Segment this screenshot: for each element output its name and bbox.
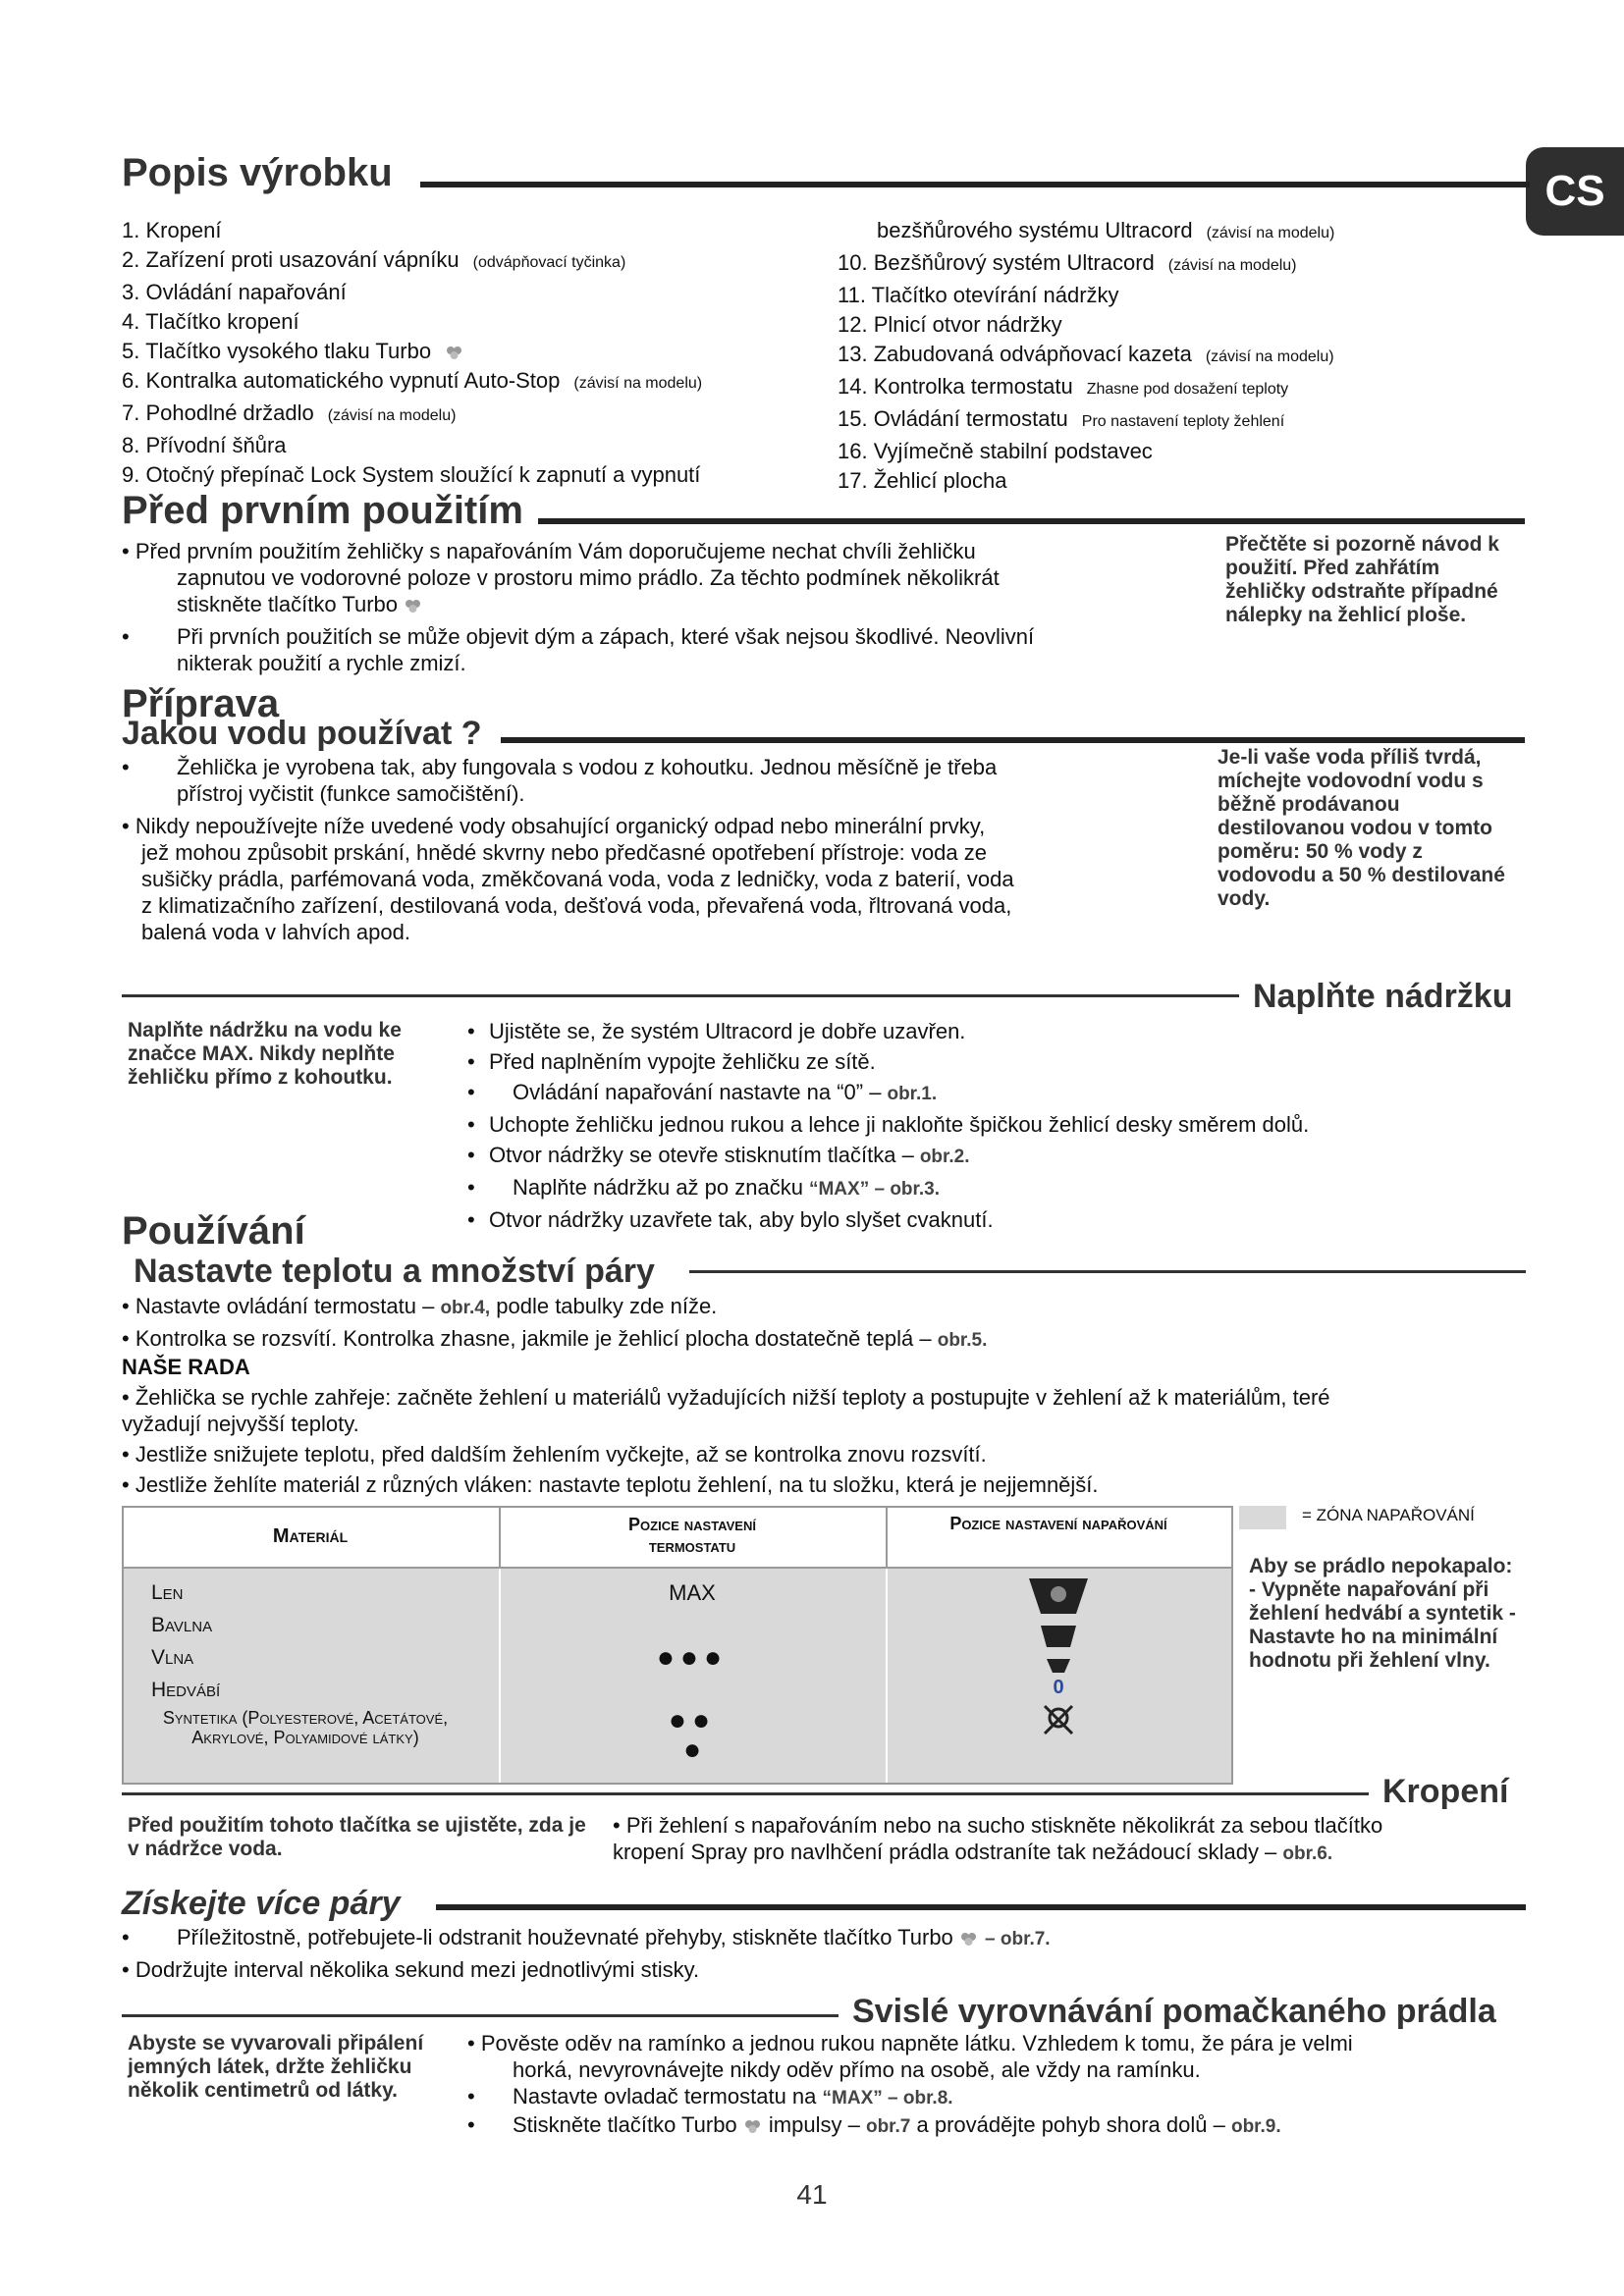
divider [122, 1792, 1369, 1795]
material-row: Vlna [151, 1646, 194, 1669]
parts-list-item [122, 337, 839, 366]
kropeni-text [613, 1812, 1536, 1867]
thermostat-dots-1: ● [682, 1734, 702, 1766]
subsection-title-voda: Jakou vodu používat ? [122, 715, 482, 752]
table-side-note: Aby se prádlo nepokapalo: - Vypněte napařování při žehlení hedvábí a syntetik - Nastavte ho na minimální hodnotu při žehlení vlny. [1249, 1555, 1516, 1672]
parts-list-item-text: 5. Tlačítko vysokého tlaku Turbo [122, 339, 432, 363]
divider [122, 994, 1239, 997]
figure-ref: obr.1. [887, 1084, 938, 1104]
paragraph: • Žehlička se rychle zahřeje: začněte žehlení u materiálů vyžadujících nižší teploty a postupujte v žehlení až k materiálům, teré [122, 1385, 1330, 1410]
table-header-cell: Materiál [272, 1525, 349, 1547]
list-item-text: Otvor nádržky se otevře stisknutím tlačítka – [489, 1143, 914, 1167]
figure-ref: obr.5. [937, 1330, 988, 1351]
section-title-pouzivani: Používání [122, 1209, 305, 1253]
paragraph: z klimatizačního zařízení, destilovaná voda, dešťová voda, převařená voda, řltrovaná voda, [141, 893, 1012, 918]
parts-list-item-text: 11. Tlačítko otevírání nádržky [838, 283, 1119, 307]
materials-col [151, 1576, 220, 1706]
section-title-priprava: Příprava [122, 682, 280, 725]
divider [538, 518, 1525, 524]
section-title-svisle: Svislé vyrovnávání pomačkaného prádla [852, 1993, 1496, 2030]
list-item-text: Naplňte nádržku až po značku [513, 1175, 803, 1200]
parts-list-item [838, 372, 1544, 404]
parts-list-item-text: 10. Bezšňůrový systém Ultracord [838, 250, 1155, 275]
naplnte-side-note: Naplňte nádržku na vodu ke značce MAX. Nikdy neplňte žehličku přímo z kohoutku. [128, 1019, 402, 1089]
paragraph-text: Nastavte ovladač termostatu na [513, 2084, 817, 2109]
list-item [467, 1077, 1547, 1109]
parts-list-item [122, 307, 839, 337]
parts-list-item-text: 2. Zařízení proti usazování vápníku [122, 247, 460, 272]
language-tab-label: CS [1544, 167, 1605, 215]
parts-list-item-note: Pro nastavení teploty žehlení [1081, 413, 1285, 430]
table-divider [886, 1569, 888, 1783]
figure-ref: obr.7 [865, 2116, 911, 2137]
tip-heading: NAŠE RADA [122, 1355, 250, 1379]
list-item-text: Ovládání napařování nastavte na “0” – [513, 1080, 882, 1104]
list-item [467, 1172, 1547, 1204]
paragraph-text: podle tabulky zde níže. [496, 1294, 718, 1318]
list-item-text: Uchopte žehličku jednou rukou a lehce ji nakloňte špičkou žehlicí desky směrem dolů. [489, 1112, 1310, 1137]
material-row: Bavlna [151, 1614, 213, 1636]
parts-list-item-text: 6. Kontralka automatického vypnutí Auto-Stop [122, 368, 561, 393]
list-bullet: • [467, 1080, 475, 1104]
steam-zone-swatch [1239, 1506, 1286, 1529]
paragraph: • Před prvním použitím žehličky s napařováním Vám doporučujeme nechat chvíli žehličku [122, 539, 976, 563]
list-bullet: • [467, 1207, 475, 1232]
paragraph: přístroj vyčistit (funkce samočištění). [177, 781, 525, 806]
parts-list-item-text: 8. Přívodní šňůra [122, 433, 287, 457]
paragraph: nikterak použití a rychle zmizí. [177, 651, 466, 675]
list-item [467, 1109, 1547, 1140]
parts-list-item [838, 310, 1544, 340]
pouzivani-text [122, 1293, 1526, 1498]
list-item-text: Otvor nádržky uzavřete tak, aby bylo slyšet cvaknutí. [489, 1207, 994, 1232]
divider [122, 2014, 839, 2017]
steam-zone-legend: = ZÓNA NAPAŘOVÁNÍ [1302, 1506, 1475, 1524]
figure-ref: obr.2. [919, 1147, 970, 1167]
parts-list-item-note: (odvápňovací tyčinka) [472, 254, 626, 271]
paragraph: jež mohou způsobit prskání, hnědé skvrny nebo předčasné opotřebení přístroje: voda ze [141, 840, 987, 865]
paragraph: • Nikdy nepoužívejte níže uvedené vody obsahující organický odpad nebo minerální prvky, [122, 814, 986, 838]
paragraph: • Stiskněte tlačítko Turbo impulsy – obr.7 a provádějte pohyb shora dolů – obr.9. [467, 2112, 1281, 2137]
parts-list-item [838, 216, 1544, 248]
table-header-cell: Pozice nastavení termostatu [628, 1515, 756, 1556]
svisle-text [467, 2030, 1538, 2140]
no-steam-icon [1041, 1702, 1076, 1737]
parts-list-item [122, 431, 839, 460]
parts-list-item [838, 340, 1544, 372]
paragraph-text: a provádějte pohyb shora dolů – [916, 2112, 1225, 2137]
turbo-icon [445, 345, 464, 360]
figure-ref: obr.4, [440, 1298, 491, 1318]
paragraph [122, 591, 1202, 617]
paragraph: zapnutou ve vodorovné poloze v prostoru mimo prádlo. Za těchto podmínek několikrát [177, 565, 1000, 590]
kropeni-side-note: Před použitím tohoto tlačítka se ujistěte, zda je v nádržce voda. [128, 1814, 586, 1860]
list-bullet: • [467, 1112, 475, 1137]
list-item [467, 1204, 1547, 1235]
paragraph: • Při prvních použitích se může objevit dým a zápach, které však nejsou škodlivé. Neovlivní [122, 624, 1035, 649]
parts-list-item [122, 278, 839, 307]
paragraph: • Jestliže žehlíte materiál z různých vláken: nastavte teplotu žehlení, na tu složku, která je nejjemnější. [122, 1472, 1099, 1497]
turbo-icon [743, 2118, 763, 2134]
paragraph-text: stiskněte tlačítko Turbo [177, 592, 398, 616]
table-header-cell: Pozice nastavení napařování [949, 1514, 1167, 1533]
divider [436, 1904, 1526, 1910]
pred-text [122, 538, 1202, 676]
parts-list-item [122, 245, 839, 278]
figure-ref: – obr.7. [985, 1929, 1051, 1949]
divider [420, 182, 1530, 187]
paragraph: balená voda v lahvích apod. [141, 920, 410, 944]
parts-list-item-text: 13. Zabudovaná odvápňovací kazeta [838, 342, 1192, 366]
list-bullet: • [467, 1175, 475, 1200]
list-item [467, 1140, 1547, 1172]
parts-list-item-text: 3. Ovládání napařování [122, 280, 347, 304]
material-row: Len [151, 1581, 184, 1604]
parts-list-item-note: (závisí na modelu) [1205, 348, 1334, 365]
paragraph: • Pověste oděv na ramínko a jednou rukou napněte látku. Vzhledem k tomu, že pára je velmi [467, 2031, 1353, 2056]
section-title-pred: Před prvním použitím [122, 489, 523, 532]
section-title-ziskejte: Získejte více páry [122, 1885, 401, 1922]
divider [689, 1270, 1526, 1273]
subsection-title-teplota: Nastavte teplotu a množství páry [134, 1253, 655, 1290]
paragraph [122, 1293, 1526, 1321]
parts-list-item [122, 399, 839, 431]
parts-list-item [838, 466, 1544, 496]
parts-list-item-text: 16. Vyjímečně stabilní podstavec [838, 439, 1153, 463]
paragraph [122, 1325, 1526, 1354]
section-title-popis: Popis výrobku [122, 151, 393, 194]
figure-ref: “MAX” – obr.3. [808, 1179, 940, 1200]
paragraph-text: kropení Spray pro navlhčení prádla odstraníte tak nežádoucí sklady – [613, 1840, 1277, 1864]
list-item [467, 1046, 1547, 1077]
settings-table [122, 1506, 1233, 1785]
priprava-side-note: Je-li vaše voda příliš tvrdá, míchejte vodovodní vodu s běžně prodávanou destilovanou vodou v tomto poměru: 50 % vody z vodovodu a 50 % destilované vody. [1218, 746, 1505, 910]
paragraph: • Nastavte ovladač termostatu na “MAX” – obr.8. [467, 2084, 953, 2109]
parts-list-item [122, 366, 839, 399]
parts-list-item-note: (závisí na modelu) [1167, 257, 1297, 274]
naplnte-list [467, 1016, 1547, 1235]
figure-ref: obr.9. [1230, 2116, 1281, 2137]
parts-list-item-text: 7. Pohodlné držadlo [122, 400, 314, 425]
figure-ref: obr.6. [1282, 1843, 1333, 1864]
paragraph-text: Příležitostně, potřebujete-li odstranit houževnaté přehyby, stiskněte tlačítko Turbo [177, 1925, 953, 1949]
parts-list-item-note: Zhasne pod dosažení teploty [1086, 381, 1289, 398]
parts-list-item-text: 15. Ovládání termostatu [838, 406, 1068, 431]
parts-list-item-text: bezšňůrového systému Ultracord [877, 218, 1193, 242]
thermostat-max: MAX [669, 1580, 716, 1605]
table-header [124, 1508, 1231, 1569]
list-bullet: • [467, 1143, 475, 1167]
section-title-kropeni: Kropení [1382, 1773, 1509, 1810]
paragraph: horká, nevyrovnávejte nikdy oděv přímo na osobě, ale vždy na ramínku. [513, 2057, 1201, 2082]
list-bullet: • [467, 1049, 475, 1074]
svisle-side-note: Abyste se vyvarovali připálení jemných látek, držte žehličku několik centimetrů od látky. [128, 2032, 424, 2102]
list-item [467, 1016, 1547, 1046]
table-body [124, 1569, 1231, 1783]
paragraph-text: • Nastavte ovládání termostatu – [122, 1294, 435, 1318]
divider [501, 737, 1525, 743]
parts-list-item-text: 17. Žehlicí plocha [838, 468, 1007, 493]
paragraph-text: Při prvních použitích se může objevit dým a zápach, které však nejsou škodlivé. Neovlivní [177, 624, 1035, 649]
paragraph-text: Stiskněte tlačítko Turbo [513, 2112, 737, 2137]
thermostat-dots-2: ●● [668, 1704, 717, 1736]
parts-list-item [838, 437, 1544, 466]
paragraph: • Jestliže snižujete teplotu, před daldším žehlením vyčkejte, až se kontrolka znovu rozsvítí. [122, 1442, 987, 1467]
parts-list-right [838, 216, 1544, 496]
paragraph: • Žehlička je vyrobena tak, aby fungovala s vodou z kohoutku. Jednou měsíčně je třeba [122, 755, 998, 779]
parts-list-left [122, 216, 839, 490]
paragraph [613, 1839, 1536, 1867]
paragraph: • Při žehlení s napařováním nebo na sucho stiskněte několikrát za sebou tlačítko [613, 1813, 1383, 1838]
steam-zero-label: 0 [1053, 1677, 1064, 1698]
paragraph: • Dodržujte interval několika sekund mezi jednotlivými stisky. [122, 1957, 700, 1982]
paragraph-text: Žehlička je vyrobena tak, aby fungovala s vodou z kohoutku. Jednou měsíčně je třeba [177, 755, 998, 779]
material-row: Syntetika (Polyesterové, Acetátové, Akrylové, Polyamidové látky) [162, 1708, 449, 1747]
section-title-naplnte: Naplňte nádržku [1253, 978, 1513, 1015]
paragraph-text: impulsy – [768, 2112, 860, 2137]
thermostat-dots-3: ●●● [656, 1641, 729, 1674]
parts-list-item [838, 248, 1544, 281]
turbo-icon [959, 1931, 979, 1947]
parts-list-item [838, 281, 1544, 310]
parts-list-item-text: 1. Kropení [122, 218, 222, 242]
paragraph-text: • Kontrolka se rozsvítí. Kontrolka zhasne, jakmile je žehlicí plocha dostatečně teplá – [122, 1326, 932, 1351]
pred-side-note: Přečtěte si pozorně návod k použití. Před zahřátím žehličky odstraňte případné nálepky na žehlicí ploše. [1225, 533, 1499, 626]
parts-list-item [122, 460, 839, 490]
parts-list-item-note: (závisí na modelu) [1206, 225, 1335, 241]
parts-list-item-text: 4. Tlačítko kropení [122, 309, 299, 334]
parts-list-item-note: (závisí na modelu) [327, 407, 457, 424]
parts-list-item-text: 9. Otočný přepínač Lock System sloužící k zapnutí a vypnutí [122, 462, 701, 487]
parts-list-item [122, 216, 839, 245]
page-number: 41 [796, 2179, 828, 2210]
parts-list-item-text: 14. Kontrolka termostatu [838, 374, 1073, 399]
parts-list-item [838, 404, 1544, 437]
paragraph: sušičky prádla, parfémovaná voda, změkčovaná voda, voda z ledničky, voda z baterií, voda [141, 867, 1014, 891]
turbo-icon [404, 598, 423, 614]
parts-list-item-text: 12. Plnicí otvor nádržky [838, 312, 1062, 337]
paragraph: vyžadují nejvyšší teploty. [122, 1412, 359, 1436]
list-item-text: Ujistěte se, že systém Ultracord je dobře uzavřen. [489, 1019, 966, 1043]
priprava-text [122, 754, 1192, 945]
ziskejte-text [122, 1924, 1526, 1983]
material-row: Hedvábí [151, 1679, 221, 1701]
steam-scale-icon [1027, 1575, 1090, 1684]
list-bullet: • [467, 1019, 475, 1043]
list-item-text: Před naplněním vypojte žehličku ze sítě. [489, 1049, 876, 1074]
paragraph: • Příležitostně, potřebujete-li odstranit houževnaté přehyby, stiskněte tlačítko Turbo – obr.7. [122, 1925, 1051, 1949]
parts-list-item-note: (závisí na modelu) [573, 375, 703, 392]
figure-ref: “MAX” – obr.8. [822, 2088, 953, 2109]
